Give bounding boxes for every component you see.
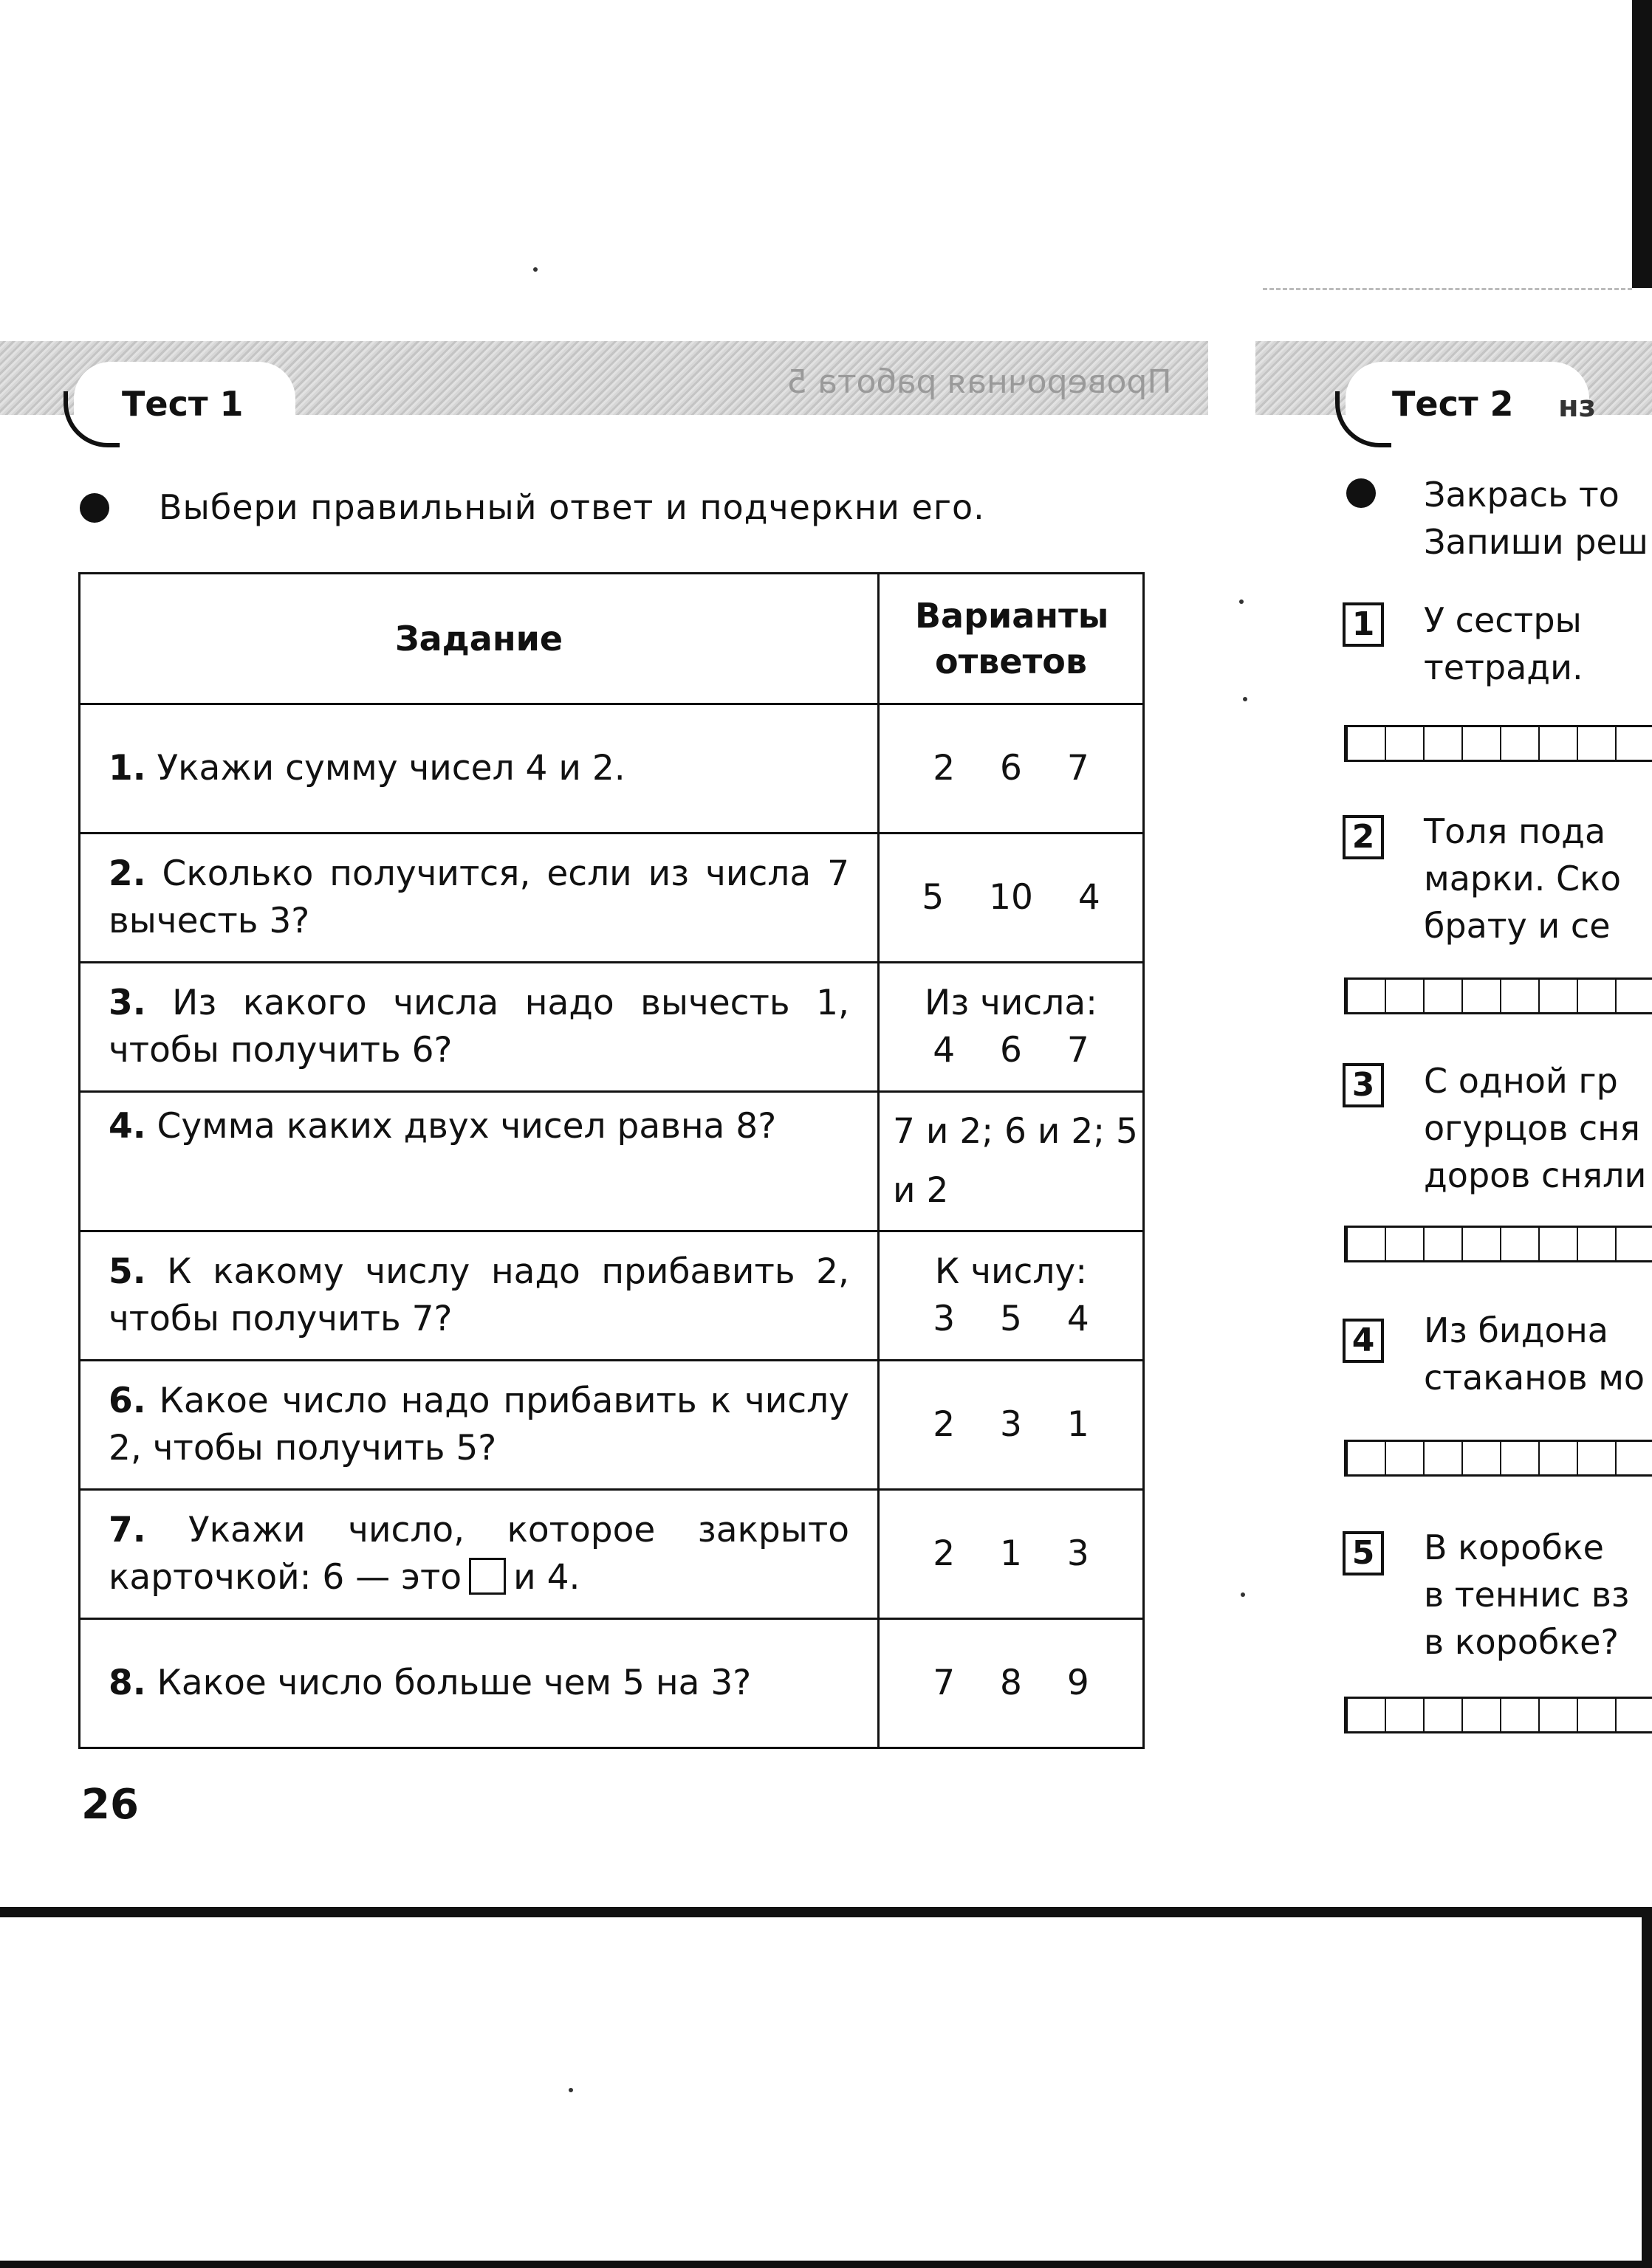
test-2-title: Тест 2 bbox=[1392, 384, 1514, 424]
answer-options[interactable] bbox=[879, 1490, 1144, 1619]
header-text-right: нз bbox=[1558, 390, 1596, 424]
options-text[interactable]: 7 8 9 bbox=[933, 1663, 1089, 1703]
options-text[interactable]: 7 и 2; 6 и 2; 5 и 2 bbox=[893, 1111, 1138, 1211]
question-line: Толя пода bbox=[1424, 811, 1606, 851]
task-number: 1. bbox=[109, 748, 146, 788]
question-line: Из бидона bbox=[1424, 1310, 1608, 1350]
answer-grid[interactable] bbox=[1344, 1697, 1652, 1733]
answer-grid[interactable] bbox=[1344, 1226, 1652, 1262]
answer-grid[interactable] bbox=[1344, 977, 1652, 1014]
question-line: доров сняли bbox=[1424, 1155, 1647, 1195]
task-cell bbox=[80, 1092, 879, 1231]
table-row bbox=[80, 704, 1144, 834]
task-number: 5. bbox=[109, 1251, 146, 1292]
scan-dashed-line bbox=[1263, 288, 1632, 290]
header-task: Задание bbox=[80, 574, 879, 704]
question-line: У сестры bbox=[1424, 600, 1582, 640]
table-row bbox=[80, 1231, 1144, 1361]
options-text[interactable]: 2 1 3 bbox=[933, 1533, 1089, 1574]
header-options bbox=[879, 574, 1144, 704]
question-line: В коробке bbox=[1424, 1528, 1604, 1567]
table-header-row bbox=[80, 574, 1144, 704]
options-label: К числу: bbox=[934, 1251, 1088, 1292]
task-text: Укажи сумму чисел 4 и 2. bbox=[157, 748, 626, 788]
question-number-box: 4 bbox=[1343, 1319, 1384, 1363]
task-number: 2. bbox=[109, 853, 146, 894]
instruction-line-2: Запиши реш bbox=[1424, 522, 1648, 562]
page-number: 26 bbox=[81, 1781, 139, 1829]
options-text[interactable]: 2 3 1 bbox=[933, 1404, 1089, 1445]
page-bottom-border bbox=[0, 1907, 1652, 1917]
task-cell bbox=[80, 963, 879, 1092]
question-number-box: 3 bbox=[1343, 1063, 1384, 1107]
task-text: Из какого числа надо вычесть 1, чтобы получить 6? bbox=[109, 983, 849, 1071]
answer-options[interactable] bbox=[879, 704, 1144, 834]
task-text: Сумма каких двух чисел равна 8? bbox=[157, 1106, 777, 1147]
task-cell bbox=[80, 1361, 879, 1490]
table-row bbox=[80, 1361, 1144, 1490]
scan-speck bbox=[533, 267, 538, 272]
table-row bbox=[80, 1490, 1144, 1619]
scan-speck bbox=[569, 2088, 573, 2092]
test-1-title: Тест 1 bbox=[122, 384, 244, 424]
answer-options[interactable] bbox=[879, 963, 1144, 1092]
table-row bbox=[80, 963, 1144, 1092]
scan-speck bbox=[1239, 599, 1244, 604]
table-row bbox=[80, 834, 1144, 963]
tab-curve bbox=[64, 391, 120, 447]
question-line: марки. Ско bbox=[1424, 859, 1622, 898]
answer-grid[interactable] bbox=[1344, 1440, 1652, 1477]
options-text[interactable]: 5 10 4 bbox=[922, 877, 1100, 918]
table-row bbox=[80, 1619, 1144, 1748]
task-number: 3. bbox=[109, 983, 146, 1023]
task-number: 4. bbox=[109, 1106, 146, 1147]
question-line: брату и се bbox=[1424, 906, 1611, 946]
question-number-box: 1 bbox=[1343, 602, 1384, 647]
task-text: Укажи число, которое закрыто карточкой: 6 — это bbox=[109, 1510, 849, 1598]
scan-speck bbox=[1241, 1592, 1245, 1597]
card-box-icon bbox=[469, 1558, 506, 1595]
question-line: огурцов сня bbox=[1424, 1108, 1640, 1148]
table-row bbox=[80, 1092, 1144, 1231]
task-number: 8. bbox=[109, 1663, 146, 1703]
answer-grid[interactable] bbox=[1344, 725, 1652, 762]
header-mirror-text: Проверочная работа 5 bbox=[786, 363, 1171, 401]
task-text: Сколько получится, если из числа 7 вычесть 3? bbox=[109, 853, 849, 941]
options-text[interactable]: 3 5 4 bbox=[933, 1299, 1089, 1339]
task-cell bbox=[80, 1619, 879, 1748]
options-text[interactable]: 2 6 7 bbox=[933, 748, 1089, 788]
task-text: К какому числу надо прибавить 2, чтобы получить 7? bbox=[109, 1251, 849, 1339]
task-text: Какое число больше чем 5 на 3? bbox=[157, 1663, 752, 1703]
question-number-box: 2 bbox=[1343, 815, 1384, 859]
question-line: тетради. bbox=[1424, 647, 1583, 687]
task-cell bbox=[80, 704, 879, 834]
answer-options[interactable] bbox=[879, 834, 1144, 963]
task-text-end: и 4. bbox=[513, 1557, 580, 1598]
instruction-line-1: Закрась то bbox=[1424, 475, 1620, 515]
scan-edge-shadow bbox=[1632, 0, 1652, 288]
question-line: стаканов мо bbox=[1424, 1358, 1645, 1398]
page-right-border bbox=[1642, 1907, 1652, 2268]
answer-options[interactable] bbox=[879, 1619, 1144, 1748]
task-text: Какое число надо прибавить к числу 2, чтобы получить 5? bbox=[109, 1381, 849, 1468]
scan-speck bbox=[1243, 697, 1247, 701]
question-line: С одной гр bbox=[1424, 1061, 1618, 1101]
task-cell bbox=[80, 834, 879, 963]
options-label: Из числа: bbox=[925, 983, 1097, 1023]
task-cell bbox=[80, 1490, 879, 1619]
task-cell bbox=[80, 1231, 879, 1361]
options-text[interactable]: 4 6 7 bbox=[933, 1030, 1089, 1071]
question-line: в коробке? bbox=[1424, 1622, 1619, 1662]
bullet-icon bbox=[80, 493, 109, 523]
answer-options[interactable] bbox=[879, 1092, 1144, 1231]
answer-options[interactable] bbox=[879, 1361, 1144, 1490]
question-line: в теннис вз bbox=[1424, 1575, 1630, 1615]
task-number: 6. bbox=[109, 1381, 146, 1421]
header-options-label: Варианты ответов bbox=[915, 596, 1109, 681]
task-number: 7. bbox=[109, 1510, 146, 1550]
tasks-table bbox=[78, 572, 1145, 1749]
question-number-box: 5 bbox=[1343, 1531, 1384, 1575]
bullet-icon bbox=[1346, 478, 1376, 508]
answer-options[interactable] bbox=[879, 1231, 1144, 1361]
instruction-text: Выбери правильный ответ и подчеркни его. bbox=[159, 487, 985, 527]
page-bottom-edge bbox=[0, 2261, 1652, 2268]
tab-curve bbox=[1335, 391, 1391, 447]
